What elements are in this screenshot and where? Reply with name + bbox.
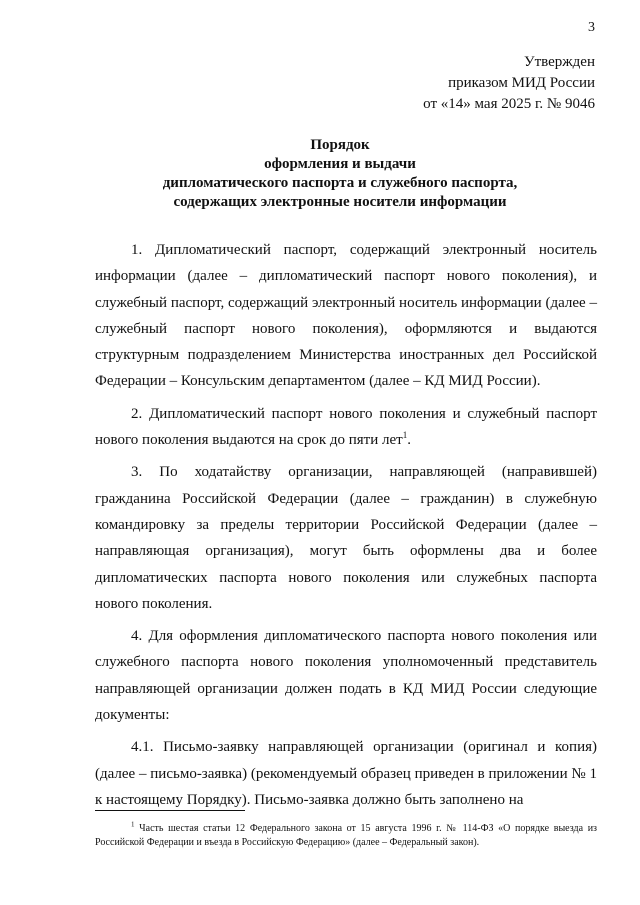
paragraph-2-text: 2. Дипломатический паспорт нового поколения и служебный паспорт нового поколения выдаются на срок до пяти лет: [95, 405, 597, 449]
document-title: [95, 136, 585, 212]
paragraph-2-end: .: [407, 432, 411, 449]
title-line-4: содержащих электронные носители информации: [173, 194, 507, 210]
title-line-1: Порядок: [310, 137, 370, 153]
approval-line-date-number: от «14» мая 2025 г. № 9046: [423, 96, 595, 112]
approval-block: [295, 52, 595, 115]
paragraph-4-1: 4.1. Письмо-заявку направляющей организации (оригинал и копия) (далее – письмо-заявка) (рекомендуемый образец приведен в приложении № 1 к настоящему Порядку). Письмо-заявка должно быть заполнено на: [95, 739, 597, 808]
title-line-2: оформления и выдачи: [264, 156, 416, 172]
paragraph-2: [95, 401, 597, 454]
footnote-marker: 1: [131, 820, 135, 829]
footnote-divider: [95, 810, 245, 811]
document-body: [95, 237, 597, 819]
paragraph-1: 1. Дипломатический паспорт, содержащий электронный носитель информации (далее – дипломатический паспорт нового поколения), и служебный паспорт, содержащий электронный носитель информации (далее – служебный паспорт нового поколения), оформляются и выдаются структурным подразделением Министерства иностранных дел Российской Федерации – Консульским департаментом (далее – КД МИД России).: [95, 242, 597, 390]
paragraph-4: 4. Для оформления дипломатического паспорта нового поколения или служебного паспорта нового поколения уполномоченный представитель направляющей организации должен подать в КД МИД России следующие документы:: [95, 628, 597, 724]
title-line-3: дипломатического паспорта и служебного паспорта,: [162, 175, 518, 191]
footnote-reference: 1: [402, 430, 408, 441]
approval-line-approved: Утвержден: [523, 54, 595, 70]
approval-line-order: приказом МИД России: [448, 75, 595, 91]
footnote: [95, 822, 597, 850]
paragraph-3: 3. По ходатайству организации, направляющей (направившей) гражданина Российской Федерации (далее – гражданин) в служебную командировку за пределы территории Российской Федерации (далее – направляющая организация), могут быть оформлены два и более дипломатических паспорта нового поколения или служебных паспорта нового поколения.: [95, 464, 597, 612]
footnote-text: Часть шестая статьи 12 Федерального закона от 15 августа 1996 г. № 114-ФЗ «О порядке выезда из Российской Федерации и въезда в Российскую Федерацию» (далее – Федеральный закон).: [95, 823, 597, 848]
page-number: 3: [588, 20, 595, 35]
